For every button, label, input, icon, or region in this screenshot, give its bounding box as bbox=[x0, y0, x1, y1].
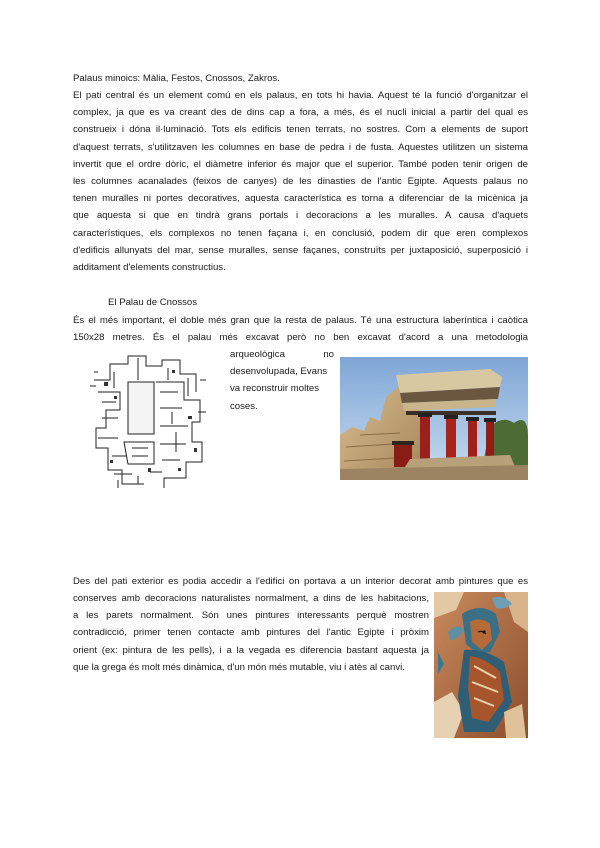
section-title: El Palau de Cnossos bbox=[108, 297, 198, 308]
text-line: invertit que el ordre dòric, el diàmetre inferior és major que el superior. També poden tenir origen de bbox=[73, 158, 528, 170]
ruins-photo-icon bbox=[340, 357, 528, 480]
palace-floor-plan-image bbox=[88, 352, 208, 492]
text-line: 150x28 metres. És el palau més excavat però no ben excavat d'acord a una metodologia bbox=[73, 332, 528, 344]
text-line: d'aquest terrats, s'utilitzaven les columnes en base de pedra i de fusta. Aquestes utilitzen un sistema bbox=[73, 141, 528, 153]
paragraph-knossos bbox=[73, 312, 528, 346]
text-line: contradicció, primer tenen contacte amb pintures del l'antic Egipte i pròxim bbox=[73, 627, 429, 639]
text-line: característiques, els complexos no tenen façana i, en conclusió, podem dir que eren complexos bbox=[73, 227, 528, 239]
text-line: És el més important, el doble més gran que la resta de palaus. Té una estructura laberíntica i caòtica bbox=[73, 315, 528, 326]
text-line: d'edificis allunyats del mar, sense muralles, sense façanes, construïts per juxtaposició, superposició i bbox=[73, 244, 528, 256]
fresco-image bbox=[434, 592, 528, 738]
paragraph-knossos-wrap bbox=[230, 346, 334, 415]
text-line: arqueològica no bbox=[230, 349, 334, 360]
text-line: construeix i dóna il·luminació. Tots els edificis tenen terrats, no sostres. Com a elements de suport bbox=[73, 124, 528, 136]
paragraph-frescoes-wrap bbox=[73, 590, 429, 676]
text-line: les columnes acanalades (feixos de canyes) de les dinasties de l'antic Egipte. Aquests palaus no bbox=[73, 175, 528, 187]
text-line: va reconstruir moltes bbox=[230, 383, 320, 395]
text-line: que la grega és molt més dinàmica, d'un món més mutable, viu i atès al canvi. bbox=[73, 661, 405, 673]
text-line: Des del pati exterior es podia accedir a l'edifici on portava a un interior decorat amb pintures que es bbox=[73, 576, 528, 587]
knossos-photo-image bbox=[340, 357, 528, 480]
text-line: complex, ja que es va creant des de dins cap a fora, a més, és el nucli inicial a partir del qual es bbox=[73, 107, 528, 119]
page-heading: Palaus minoics: Màlia, Festos, Cnossos, Zakros. bbox=[73, 73, 280, 84]
text-line: tenen muralles ni portes decoratives, aquesta característica es torna a diferenciar de la micènica ja bbox=[73, 193, 528, 205]
text-line: desenvolupada, Evans bbox=[230, 366, 328, 378]
text-line: coses. bbox=[230, 400, 258, 412]
fresco-icon bbox=[434, 592, 528, 738]
text-line: orient (ex: pintura de les pells), i a la vegada es diferencia bastant aquesta ja bbox=[73, 644, 429, 656]
text-line: additament d'elements constructius. bbox=[73, 261, 226, 273]
floor-plan-icon bbox=[88, 352, 208, 492]
paragraph-palaces bbox=[73, 87, 528, 276]
text-line: a les parets normalment. Són unes pintures interessants perquè mostren bbox=[73, 610, 429, 622]
text-line: El pati central és un element comú en els palaus, en tots hi havia. Aquest té la funció d'organitzar el bbox=[73, 90, 528, 101]
text-line: conserves amb decoracions naturalistes normalment, a dins de les habitacions, bbox=[73, 593, 429, 604]
paragraph-frescoes bbox=[73, 573, 528, 590]
text-line: que aquesta si que en tindrà grans portals i decoracions a les muralles. A causa d'aquets bbox=[73, 210, 528, 222]
